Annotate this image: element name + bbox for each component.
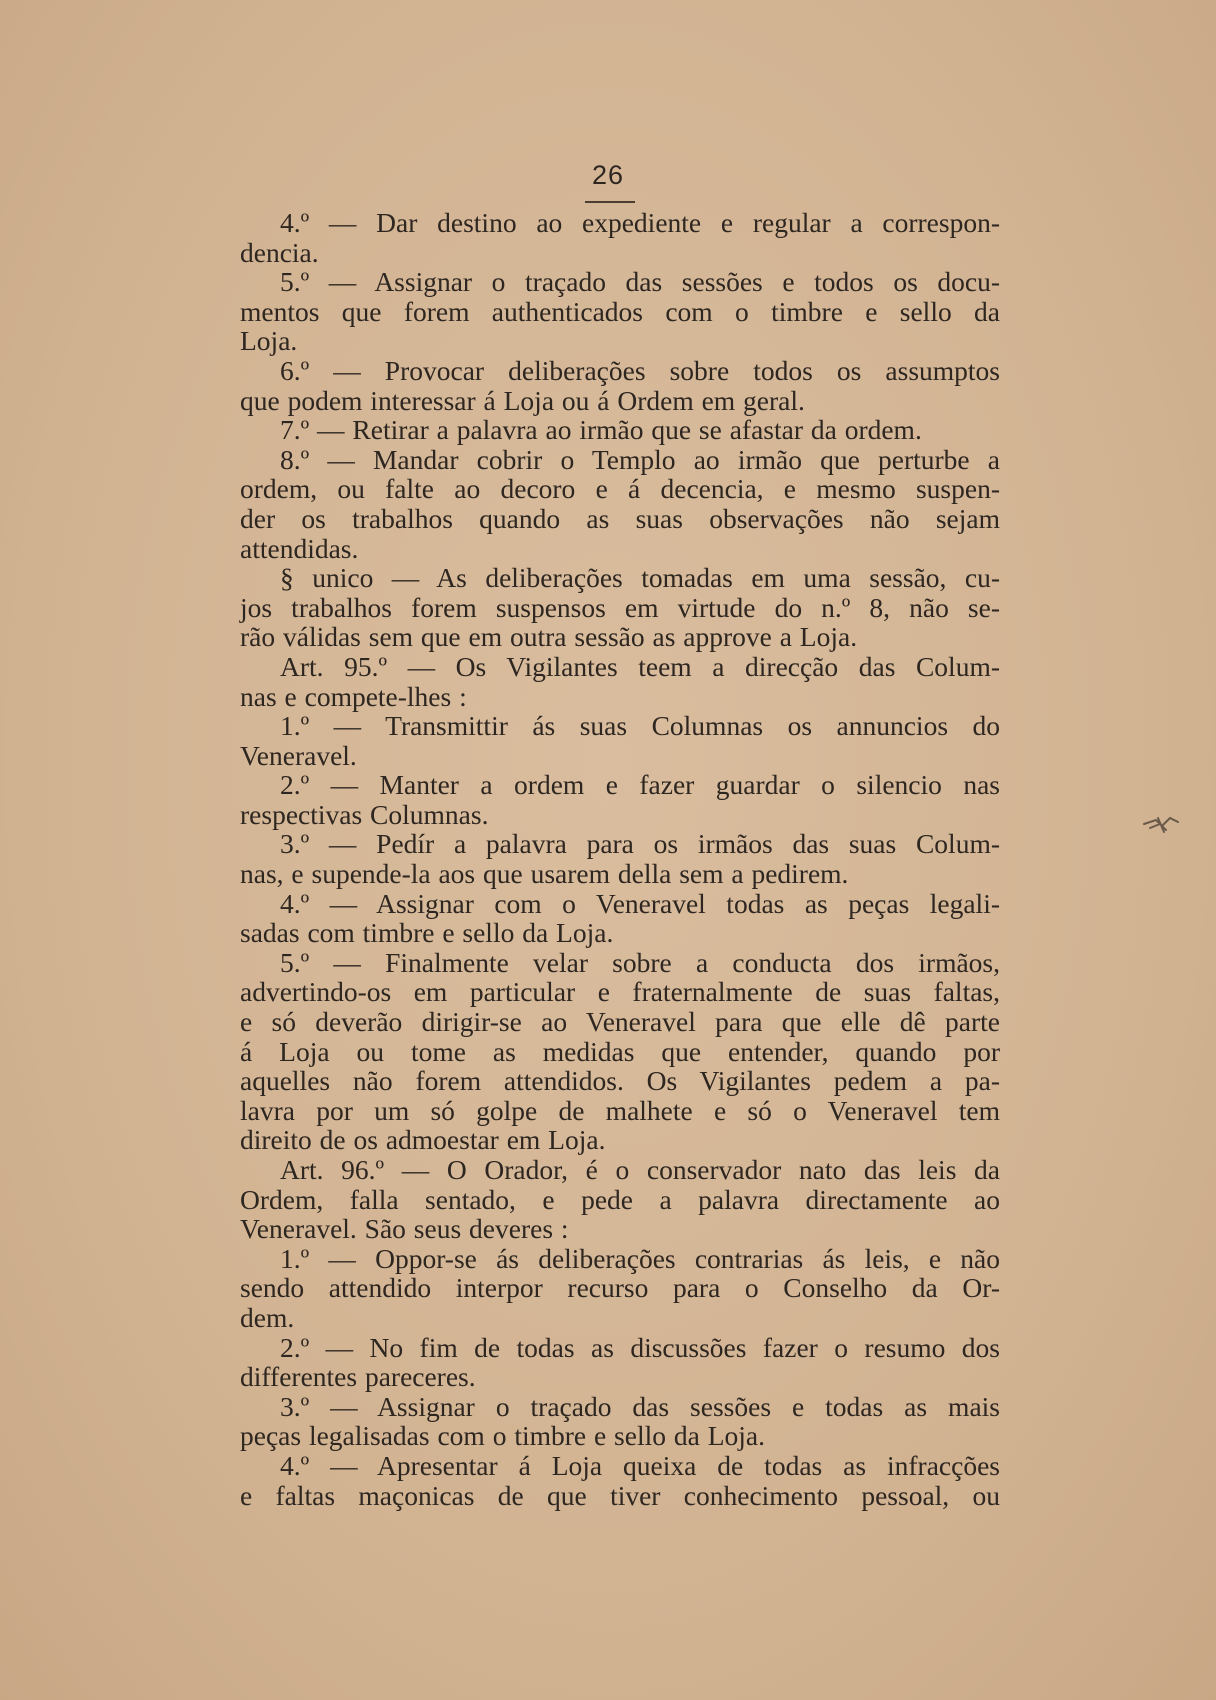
text-line: 7.º — Retirar a palavra ao irmão que se afastar da ordem. — [280, 414, 922, 446]
margin-ink-mark — [1140, 812, 1184, 838]
text-line: 2.º — Manter a ordem e fazer guardar o silencio nas — [280, 769, 1000, 801]
text-line: 5.º — Assignar o traçado das sessões e todos os docu- — [280, 266, 1000, 298]
text-line: 3.º — Assignar o traçado das sessões e todas as mais — [280, 1390, 1000, 1422]
text-line: attendidas. — [240, 532, 359, 564]
text-line: 6.º — Provocar deliberações sobre todos os assumptos — [280, 354, 1000, 386]
text-line: Ordem, falla sentado, e pede a palavra directamente ao — [240, 1183, 1000, 1215]
text-line: direito de os admoestar em Loja. — [240, 1124, 606, 1156]
text-line: peças legalisadas com o timbre e sello da Loja. — [240, 1420, 765, 1452]
text-line: nas e compete-lhes : — [240, 680, 467, 712]
text-line: jos trabalhos forem suspensos em virtude do n.º 8, não se- — [240, 591, 1000, 623]
text-line: aquelles não forem attendidos. Os Vigilantes pedem a pa- — [240, 1065, 1000, 1097]
text-line: que podem interessar á Loja ou á Ordem em geral. — [240, 384, 805, 416]
text-line: 3.º — Pedír a palavra para os irmãos das suas Colum- — [280, 828, 1000, 860]
text-line: 4.º — Apresentar á Loja queixa de todas as infracções — [280, 1449, 1000, 1481]
text-line: nas, e supende-la aos que usarem della sem a pedirem. — [240, 858, 849, 890]
page-number: 26 — [591, 160, 625, 190]
text-line: § unico — As deliberações tomadas em uma sessão, cu- — [280, 562, 1000, 594]
text-line: rão válidas sem que em outra sessão as approve a Loja. — [240, 621, 858, 653]
text-line: á Loja ou tome as medidas que entender, quando por — [240, 1035, 1000, 1067]
text-line: Veneravel. São seus deveres : — [240, 1213, 569, 1245]
text-line: Art. 95.º — Os Vigilantes teem a direcção das Colum- — [280, 650, 1000, 682]
text-line: Loja. — [240, 325, 298, 357]
text-line: 1.º — Transmittir ás suas Columnas os annuncios do — [280, 710, 1000, 742]
text-line: 1.º — Oppor-se ás deliberações contrarias ás leis, e não — [280, 1242, 1000, 1274]
text-line: mentos que forem authenticados com o timbre e sello da — [240, 295, 1000, 327]
text-line: ordem, ou falte ao decoro e á decencia, e mesmo suspen- — [240, 473, 1000, 505]
text-line: dencia. — [240, 236, 319, 268]
text-line: dem. — [240, 1301, 295, 1333]
body-text — [240, 208, 1000, 1510]
text-line: respectivas Columnas. — [240, 798, 489, 830]
text-line: der os trabalhos quando as suas observações não sejam — [240, 502, 1000, 534]
text-line: 4.º — Assignar com o Veneravel todas as peças legali- — [280, 887, 1000, 919]
text-line: advertindo-os em particular e fraternalmente de suas faltas, — [240, 976, 1000, 1008]
text-line: 5.º — Finalmente velar sobre a conducta dos irmãos, — [280, 946, 1000, 978]
text-line: 4.º — Dar destino ao expediente e regular a correspon- — [280, 207, 1000, 238]
text-line: 8.º — Mandar cobrir o Templo ao irmão que perturbe a — [280, 443, 1000, 475]
text-line: Veneravel. — [240, 739, 357, 771]
text-line: e só deverão dirigir-se ao Veneravel para que elle dê parte — [240, 1006, 1000, 1038]
text-line: 2.º — No fim de todas as discussões fazer o resumo dos — [280, 1331, 1000, 1363]
text-line: differentes pareceres. — [240, 1361, 476, 1393]
text-line: sendo attendido interpor recurso para o Conselho da Or- — [240, 1272, 1000, 1304]
text-line: e faltas maçonicas de que tiver conhecimento pessoal, ou — [240, 1479, 1000, 1511]
text-line: sadas com timbre e sello da Loja. — [240, 917, 614, 949]
text-line: lavra por um só golpe de malhete e só o Veneravel tem — [240, 1094, 1000, 1126]
text-line: Art. 96.º — O Orador, é o conservador nato das leis da — [280, 1154, 1000, 1185]
page-number-rule — [585, 201, 635, 203]
